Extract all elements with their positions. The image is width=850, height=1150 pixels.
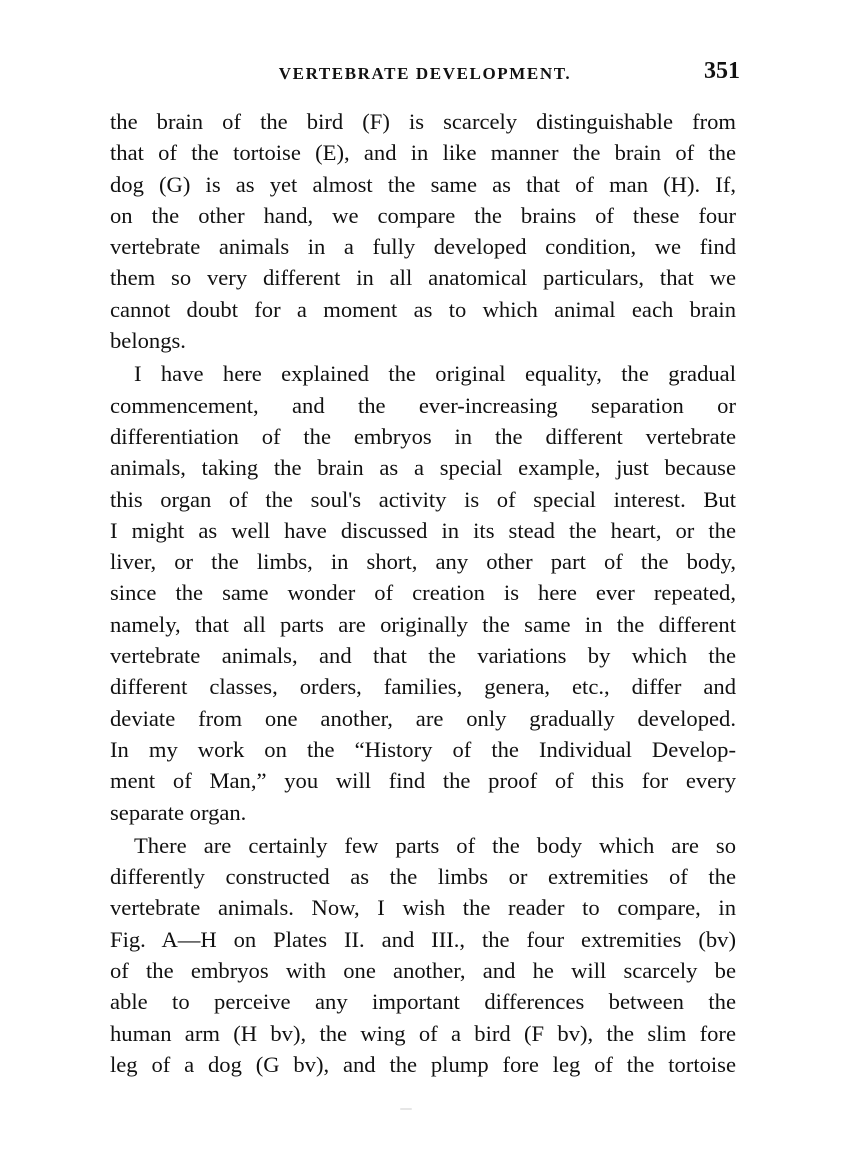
- text-line: leg of a dog (G bv), and the plump fore leg of the tortoise: [110, 1051, 736, 1077]
- running-head: [110, 58, 740, 88]
- text-line: I might as well have discussed in its stead the heart, or the: [110, 517, 736, 543]
- text-line: commencement, and the ever-increasing separation or: [110, 392, 736, 418]
- running-title: VERTEBRATE DEVELOPMENT.: [278, 64, 572, 83]
- text-line: of the embryos with one another, and he will scarcely be: [110, 958, 736, 984]
- text-line: ment of Man,” you will find the proof of this for every: [110, 768, 736, 794]
- text-line: since the same wonder of creation is here ever repeated,: [110, 580, 736, 606]
- paragraph: [110, 106, 736, 356]
- text-line: I have here explained the original equality, the gradual: [134, 361, 736, 387]
- text-line: vertebrate animals in a fully developed condition, we find: [110, 234, 736, 260]
- paper-mark: [400, 1108, 412, 1110]
- text-line: liver, or the limbs, in short, any other part of the body,: [110, 549, 736, 575]
- text-line: separate organ.: [110, 799, 247, 825]
- text-line: In my work on the “History of the Individual Develop-: [110, 736, 736, 762]
- text-line: namely, that all parts are originally the same in the different: [110, 611, 736, 637]
- text-line: different classes, orders, families, genera, etc., differ and: [110, 674, 736, 700]
- page-number: 351: [704, 58, 740, 84]
- paragraph: [110, 830, 736, 1080]
- text-line: dog (G) is as yet almost the same as that of man (H). If,: [110, 171, 736, 197]
- paragraph: [110, 358, 736, 827]
- text-line: deviate from one another, are only gradually developed.: [110, 705, 736, 731]
- text-line: belongs.: [110, 328, 186, 354]
- body-text: [110, 106, 736, 1080]
- text-line: animals, taking the brain as a special example, just because: [110, 455, 736, 481]
- text-line: on the other hand, we compare the brains of these four: [110, 202, 736, 228]
- text-line: differentiation of the embryos in the different vertebrate: [110, 423, 736, 449]
- text-line: vertebrate animals, and that the variations by which the: [110, 643, 736, 669]
- text-line: There are certainly few parts of the body which are so: [134, 832, 736, 858]
- text-line: that of the tortoise (E), and in like manner the brain of the: [110, 140, 736, 166]
- text-line: Fig. A—H on Plates II. and III., the four extremities (bv): [110, 926, 736, 952]
- text-line: the brain of the bird (F) is scarcely distinguishable from: [110, 109, 736, 134]
- text-line: cannot doubt for a moment as to which animal each brain: [110, 296, 736, 322]
- text-line: able to perceive any important differences between the: [110, 989, 736, 1015]
- text-line: differently constructed as the limbs or extremities of the: [110, 864, 736, 890]
- text-line: human arm (H bv), the wing of a bird (F bv), the slim fore: [110, 1020, 736, 1046]
- text-line: vertebrate animals. Now, I wish the reader to compare, in: [110, 895, 736, 921]
- text-line: them so very different in all anatomical particulars, that we: [110, 265, 736, 291]
- text-line: this organ of the soul's activity is of special interest. But: [110, 486, 736, 512]
